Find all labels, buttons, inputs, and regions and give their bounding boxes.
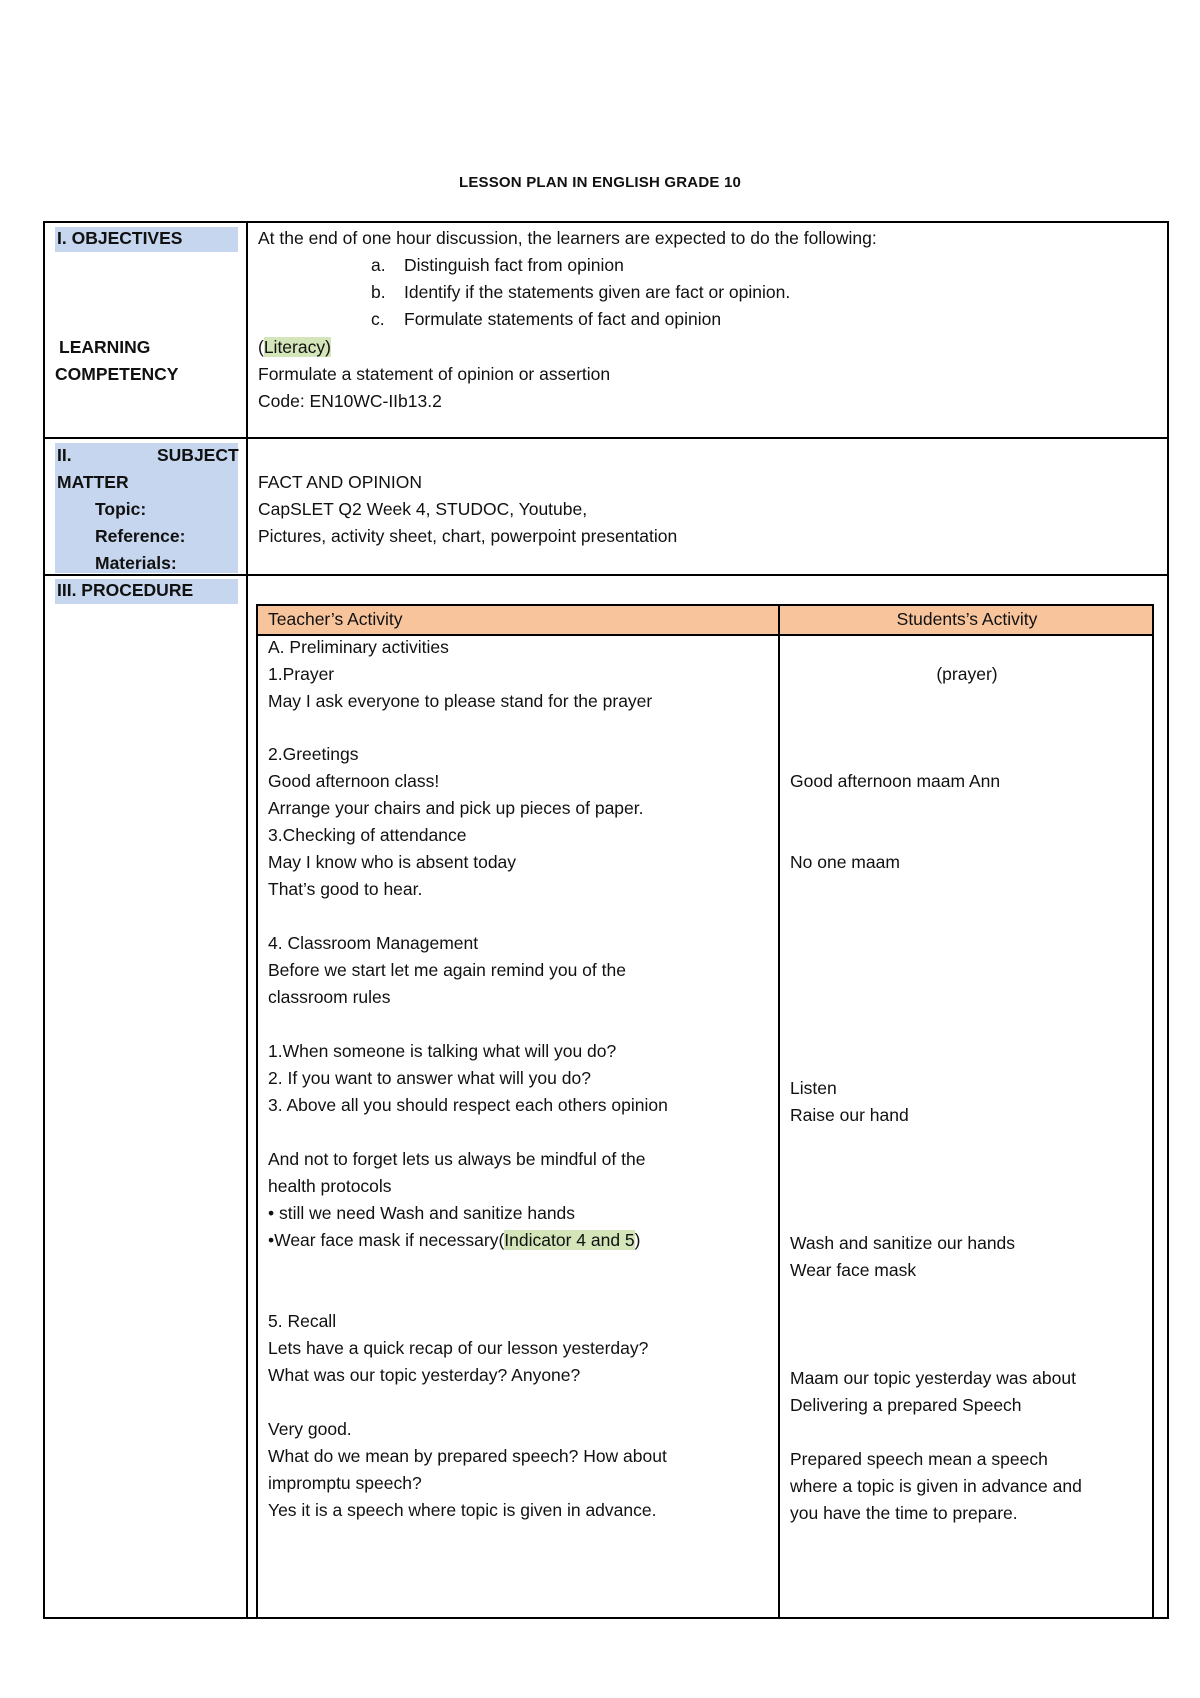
indicator-highlight: Indicator 4 and 5 [504,1230,635,1250]
row-divider [45,574,1167,576]
teacher-line: A. Preliminary activities [268,637,449,657]
procedure-label: III. PROCEDURE [57,580,194,600]
student-line: (prayer) [936,664,998,684]
subject-label-word: SUBJECT [157,445,239,465]
student-activity-header: Students’s Activity [896,609,1038,629]
topic-value: FACT AND OPINION [258,472,423,492]
teacher-line: Very good. [268,1419,352,1439]
competency-text: Formulate a statement of opinion or assertion [258,364,611,384]
objective-marker-a: a. [371,255,386,275]
materials-label: Materials: [95,553,177,573]
teacher-line: What do we mean by prepared speech? How about [268,1446,667,1466]
competency-label-line1: LEARNING [59,337,151,357]
teacher-line: 3.Checking of attendance [268,825,467,845]
teacher-line: 2. If you want to answer what will you do? [268,1068,591,1088]
subject-label-matter: MATTER [57,472,129,492]
student-line: Maam our topic yesterday was about [790,1368,1076,1388]
subject-label-num: II. [57,445,72,465]
student-line: Good afternoon maam Ann [790,771,1001,791]
competency-code: Code: EN10WC-IIb13.2 [258,391,442,411]
teacher-line: classroom rules [268,987,391,1007]
teacher-line: • still we need Wash and sanitize hands [268,1203,576,1223]
teacher-line: May I know who is absent today [268,852,517,872]
topic-label: Topic: [95,499,147,519]
materials-value: Pictures, activity sheet, chart, powerpoint presentation [258,526,678,546]
teacher-line: May I ask everyone to please stand for the prayer [268,691,653,711]
teacher-activity-header: Teacher’s Activity [268,609,403,629]
student-line: where a topic is given in advance and [790,1476,1082,1496]
teacher-line: Good afternoon class! [268,771,440,791]
student-line: Raise our hand [790,1105,909,1125]
teacher-mask-line: •Wear face mask if necessary(Indicator 4 and 5) [268,1230,641,1250]
teacher-line: 5. Recall [268,1311,337,1331]
teacher-line: 1.When someone is talking what will you do? [268,1041,617,1061]
competency-label-line2: COMPETENCY [55,364,179,384]
literacy-tag: (Literacy) [258,337,331,357]
row-divider [45,437,1167,439]
teacher-line: Lets have a quick recap of our lesson yesterday? [268,1338,649,1358]
student-line: Delivering a prepared Speech [790,1395,1022,1415]
student-line: Listen [790,1078,837,1098]
student-line: Wear face mask [790,1260,917,1280]
teacher-line: 4. Classroom Management [268,933,479,953]
activity-column-divider [778,606,780,1617]
objective-marker-c: c. [371,309,385,329]
objectives-intro: At the end of one hour discussion, the learners are expected to do the following: [258,228,877,248]
activity-table [256,604,1154,1619]
teacher-line: Yes it is a speech where topic is given in advance. [268,1500,657,1520]
column-divider [246,223,248,1617]
objectives-label: I. OBJECTIVES [57,228,183,248]
objective-item-a: Distinguish fact from opinion [404,255,624,275]
teacher-line: 2.Greetings [268,744,359,764]
objective-item-c: Formulate statements of fact and opinion [404,309,722,329]
objective-marker-b: b. [371,282,386,302]
reference-label: Reference: [95,526,186,546]
teacher-line: impromptu speech? [268,1473,422,1493]
reference-value: CapSLET Q2 Week 4, STUDOC, Youtube, [258,499,588,519]
teacher-line: 1.Prayer [268,664,335,684]
teacher-line: 3. Above all you should respect each others opinion [268,1095,668,1115]
teacher-line: What was our topic yesterday? Anyone? [268,1365,581,1385]
student-line: No one maam [790,852,900,872]
teacher-line: And not to forget lets us always be mindful of the [268,1149,646,1169]
page-title: LESSON PLAN IN ENGLISH GRADE 10 [458,174,742,191]
student-line: you have the time to prepare. [790,1503,1018,1523]
teacher-line: That’s good to hear. [268,879,423,899]
objective-item-b: Identify if the statements given are fact or opinion. [404,282,791,302]
lesson-plan-table [43,221,1169,1619]
teacher-line: Before we start let me again remind you of the [268,960,626,980]
student-line: Prepared speech mean a speech [790,1449,1048,1469]
student-line: Wash and sanitize our hands [790,1233,1016,1253]
literacy-highlight: Literacy) [263,337,331,357]
teacher-line: health protocols [268,1176,392,1196]
teacher-line: Arrange your chairs and pick up pieces of paper. [268,798,644,818]
